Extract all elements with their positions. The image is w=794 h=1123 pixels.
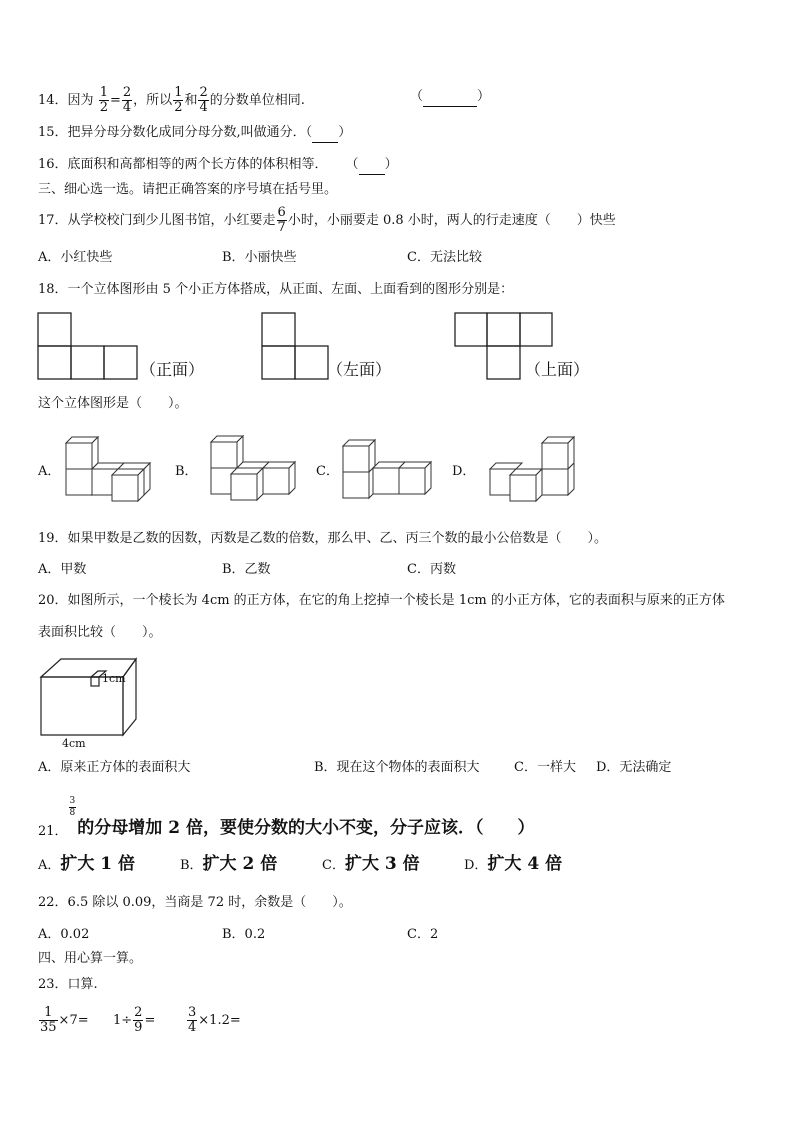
numerator: 2 [122,85,132,100]
q17-pre: 17．从学校校门到少儿图书馆，小红要走 [38,213,276,228]
q18-question: 这个立体图形是（ ）。 [38,396,188,411]
option-text: 扩大 2 倍 [202,854,278,874]
expression-2 [113,1006,155,1035]
q14-and: 和 [184,93,198,108]
paren-open: （ [410,89,424,104]
q20-option-d[interactable]: D．无法确定 [596,760,672,775]
option-letter: B． [180,858,203,873]
question-18: 18．一个立体图形由 5 个小正方体搭成，从正面、左面、上面看到的图形分别是： [38,282,514,297]
option-text: 扩大 1 倍 [60,854,136,874]
expression-3 [186,1006,241,1035]
fraction [122,86,132,115]
numerator: 2 [134,1005,143,1020]
question-16 [38,156,398,175]
denominator: 35 [40,1020,57,1035]
denominator: 4 [122,100,132,115]
fraction [99,86,109,115]
front-view-figure [37,312,139,380]
fraction [187,1006,197,1035]
equals-sign: = [109,93,121,108]
left-view-label: （左面） [327,360,392,379]
option-text: 扩大 3 倍 [344,854,420,874]
fraction [277,206,287,235]
q14-number: 14． [38,93,68,108]
q17-post: 小时，小丽要走 0.8 小时，两人的行走速度（ ）快些 [287,213,616,228]
q18-option-c-letter[interactable]: C． [316,464,339,479]
q22-option-a[interactable]: A．0.02 [38,927,90,942]
denominator: 4 [188,1020,197,1035]
question-15 [38,124,351,143]
q17-option-b[interactable]: B．小丽快些 [222,250,297,265]
front-view-label: （正面） [140,360,205,379]
paren-close: ） [384,157,398,172]
q21-option-a[interactable] [38,855,135,875]
q18-option-b-letter[interactable]: B． [175,464,198,479]
denominator: 9 [134,1020,143,1035]
fraction [39,1006,58,1035]
q20-option-c[interactable]: C．一样大 [514,760,576,775]
paren-open: （ [345,157,359,172]
q20-option-b[interactable]: B．现在这个物体的表面积大 [314,760,480,775]
section-heading-4: 四、用心算一算。 [38,951,143,966]
denominator: 7 [277,220,286,235]
answer-blank-15[interactable] [312,124,338,143]
q21-text: 的分母增加 2 倍，要使分数的大小不变，分子应该．（ ） [77,818,535,838]
question-14 [38,86,305,115]
q21-number: 21． [38,824,68,839]
numerator: 6 [277,205,286,220]
q17-option-a[interactable]: A．小红快些 [38,250,113,265]
q21-option-c[interactable] [322,855,420,875]
option-letter: D． [464,858,488,873]
option-letter: C． [322,858,345,873]
q16-text: 16．底面积和高都相等的两个长方体的体积相等． [38,157,328,172]
q20-option-a[interactable]: A．原来正方体的表面积大 [38,760,191,775]
q18-option-a-letter[interactable]: A． [38,464,61,479]
cube-figure-b[interactable] [205,426,301,506]
q19-option-a[interactable]: A．甲数 [38,562,87,577]
q19-option-b[interactable]: B．乙数 [222,562,271,577]
cube-figure-d[interactable] [486,433,576,505]
answer-blank-16[interactable] [359,156,385,175]
expression-1 [38,1006,89,1035]
numerator: 1 [174,85,183,100]
fraction [173,86,183,115]
expression-pre: 1÷ [113,1013,133,1028]
numerator: 2 [199,85,208,100]
fraction [198,86,208,115]
q14-mid: ，所以 [133,93,173,108]
q17-option-c[interactable]: C．无法比较 [407,250,482,265]
section-heading-3: 三、细心选一选。请把正确答案的序号填在括号里。 [38,182,338,197]
q14-post: 的分数单位相同. [209,93,305,108]
q21-option-b[interactable] [180,855,277,875]
paren-close: ） [338,125,352,140]
q22-option-c[interactable]: C．2 [407,927,439,942]
question-19: 19．如果甲数是乙数的因数，丙数是乙数的倍数，那么甲、乙、丙三个数的最小公倍数是（ ）。 [38,531,608,546]
question-17 [38,206,616,235]
expression-rest: = [144,1013,156,1028]
question-20-line2: 表面积比较（ ）。 [38,625,162,640]
q19-option-c[interactable]: C．丙数 [407,562,456,577]
numerator: 1 [99,85,108,100]
left-view-figure [261,312,330,380]
cube-figure-a[interactable] [62,433,154,505]
question-22: 22．6.5 除以 0.09，当商是 72 时，余数是（ ）。 [38,895,352,910]
blank-line[interactable] [423,88,477,107]
expression-rest: ×1.2= [198,1013,241,1028]
question-21 [38,796,534,843]
denominator: 8 [69,808,76,818]
q22-option-b[interactable]: B．0.2 [222,927,266,942]
q15-text: 15．把异分母分数化成同分母分数,叫做通分．（ [38,125,313,140]
paren-close: ） [477,89,491,104]
fraction [69,796,77,819]
small-cube-label: 1cm [102,672,126,685]
denominator: 4 [199,100,208,115]
numerator: 3 [69,796,76,806]
q18-option-d-letter[interactable]: D． [452,464,476,479]
top-view-label: （上面） [525,360,590,379]
cube-figure-c[interactable] [339,436,435,500]
expression-rest: ×7= [58,1013,89,1028]
fraction [133,1006,143,1035]
q21-option-d[interactable] [464,855,562,875]
big-cube-label: 4cm [62,737,86,750]
option-letter: A． [38,858,61,873]
q14-pre: 因为 [67,93,94,108]
question-23: 23．口算. [38,977,98,992]
cube-diagram [36,655,140,751]
denominator: 2 [174,100,183,115]
denominator: 2 [99,100,108,115]
numerator: 3 [188,1005,197,1020]
option-text: 扩大 4 倍 [487,854,563,874]
numerator: 1 [39,1006,58,1021]
answer-blank-14[interactable] [410,88,490,107]
question-20-line1: 20．如图所示，一个棱长为 4cm 的正方体，在它的角上挖掉一个棱长是 1cm 的小正方体，它的表面积与原来的正方体 [38,593,725,608]
